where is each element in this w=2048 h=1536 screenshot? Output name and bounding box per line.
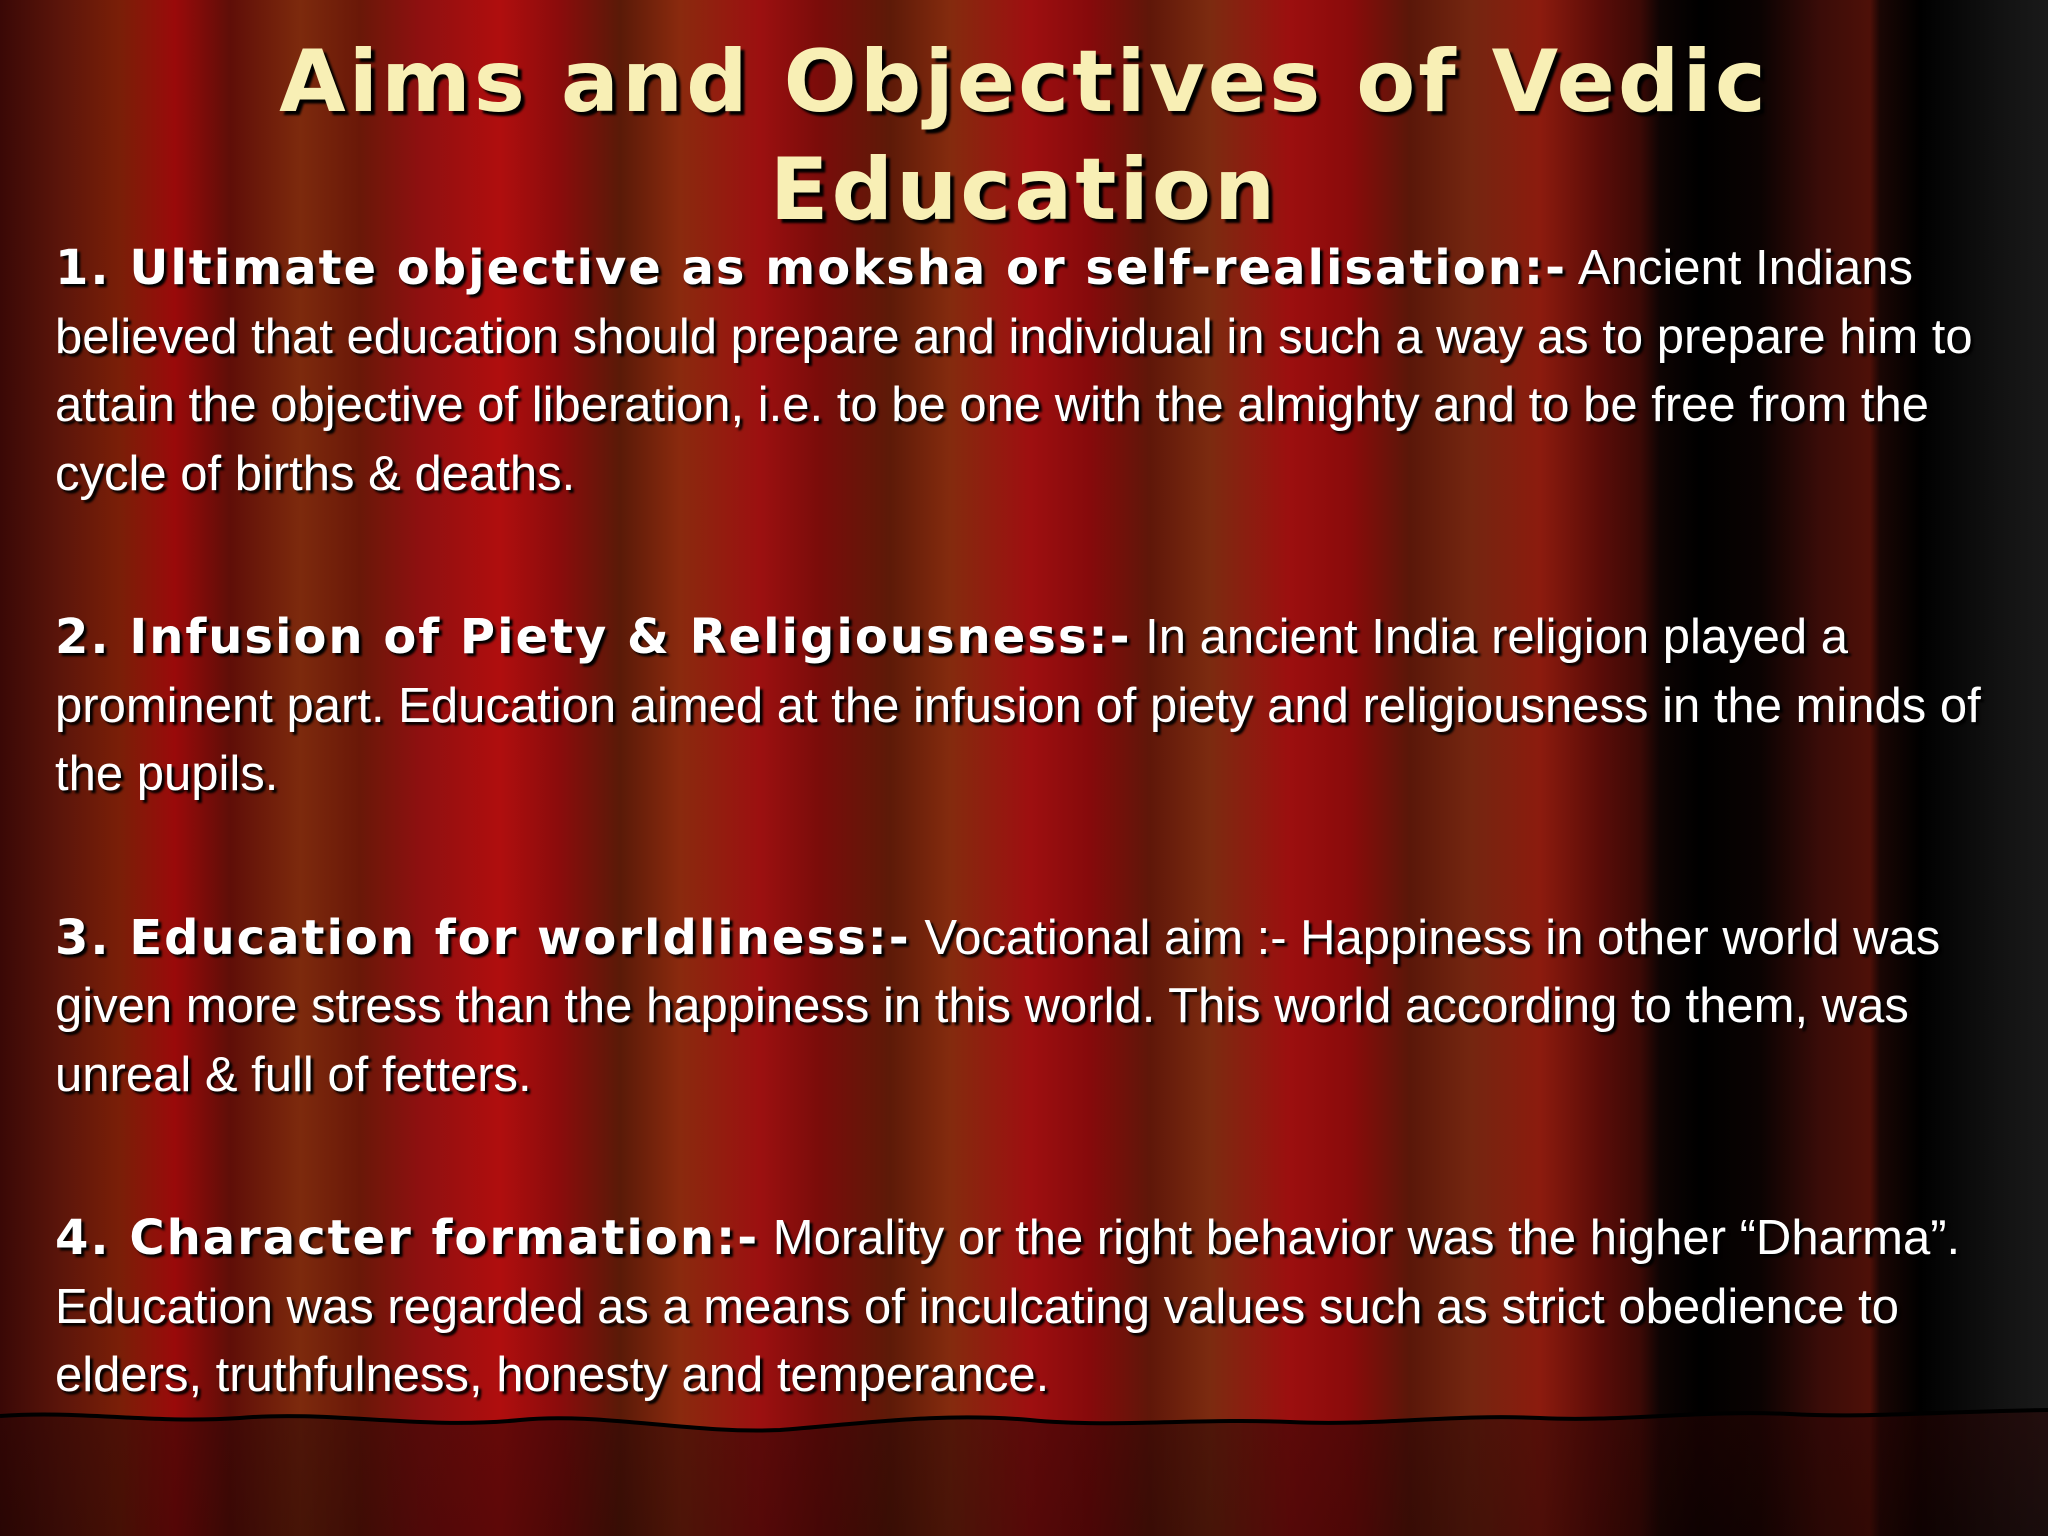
objective-heading: 1. Ultimate objective as moksha or self-realisation:- [55,240,1568,296]
objective-item-1 [55,234,2015,508]
objective-text: Ancient Indians believed that education should prepare and individual in such a way as to prepare him to attain the objective of liberation, i.e. to be one with the almighty and to be free from the cycle of births & deaths. [55,241,1973,501]
title-line-2: Education [769,140,1279,240]
objective-item-3 [55,904,2015,1110]
objectives-list [55,234,2015,1505]
objective-text: Vocational aim :- Happiness in other world was given more stress than the happiness in this world. This world according to them, was unreal & full of fetters. [55,910,1941,1102]
objective-text: Morality or the right behavior was the higher “Dharma”. Education was regarded as a means of inculcating values such as strict obedience to elders, truthfulness, honesty and temperance. [55,1211,1961,1402]
title-line-1: Aims and Objectives of Vedic [279,32,1769,132]
slide-title [0,28,2048,244]
objective-text: In ancient India religion played a prominent part. Education aimed at the infusion of piety and religiousness in the minds of the pupils. [55,610,1981,801]
objective-heading: 3. Education for worldliness:- [55,909,911,966]
objective-heading: 4. Character formation:- [55,1210,760,1266]
objective-heading: 2. Infusion of Piety & Religiousness:- [55,609,1132,665]
objective-item-2 [55,603,2015,809]
objective-item-4 [55,1204,2015,1410]
